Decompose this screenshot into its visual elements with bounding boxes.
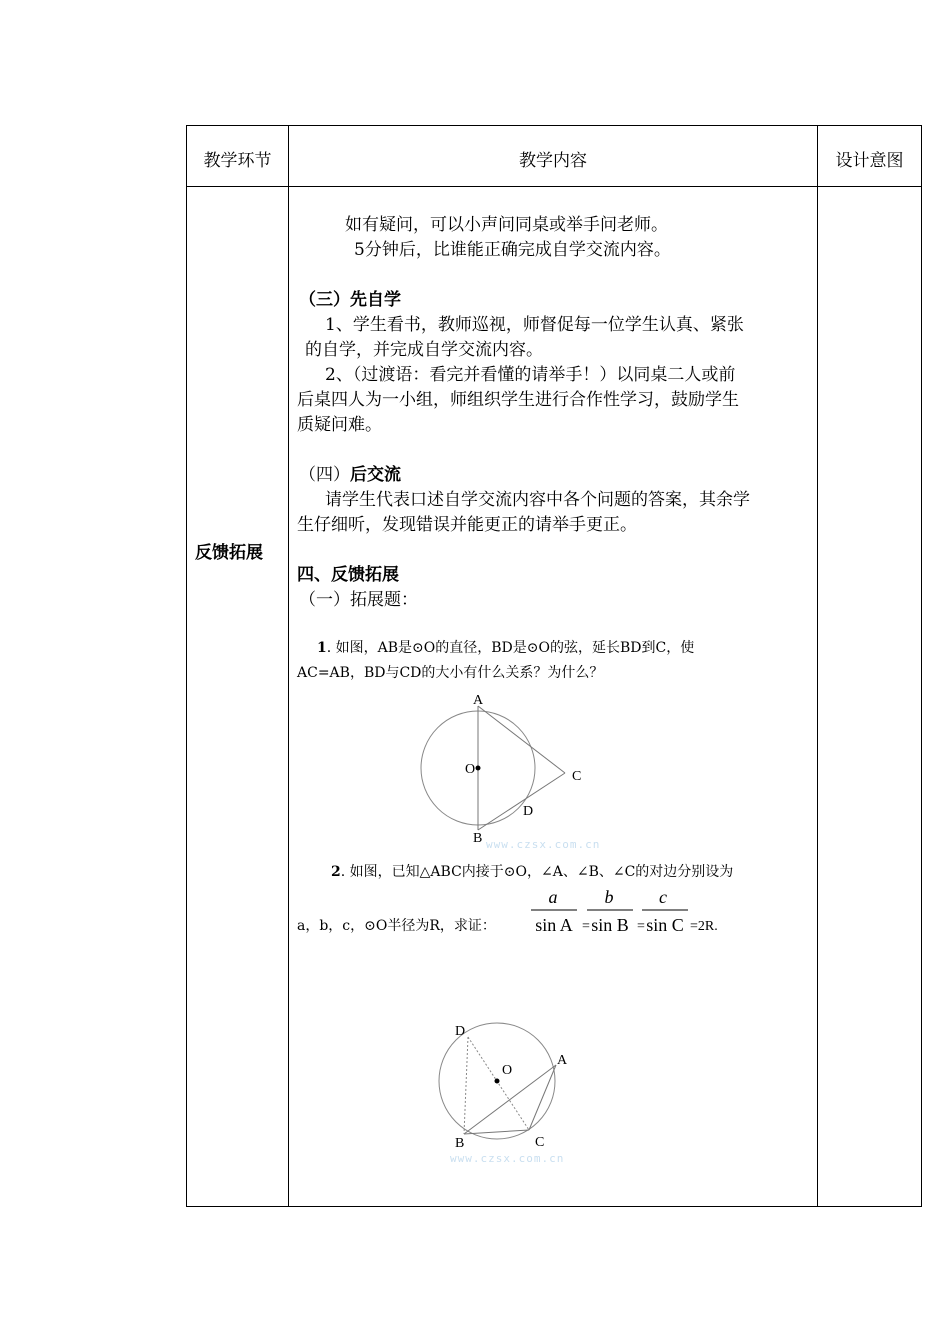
table-border-left (186, 125, 187, 1207)
table-border-bottom (186, 1206, 922, 1207)
formula-den-c: sin C (646, 915, 684, 935)
fig1-segment-bc (478, 773, 565, 830)
fig2-label-b: B (455, 1136, 465, 1151)
fig2-label-d: D (455, 1024, 466, 1039)
fig1-label-d: D (523, 804, 534, 819)
fig2-segment-bc (464, 1130, 529, 1134)
part-4-title: 四、反馈拓展 (297, 565, 399, 585)
section-4-para-a: 请学生代表口述自学交流内容中各个问题的答案，其余学 (325, 490, 750, 510)
section-4-para-b: 生仔细听，发现错误并能更正的请举手更正。 (297, 515, 637, 535)
formula-num-a: a (548, 887, 558, 907)
question-2-text: . 如图，已知△ABC内接于⊙O，∠A、∠B、∠C的对边分别设为 (340, 864, 734, 880)
figure-1-circle-diameter (410, 690, 610, 855)
fig1-label-a: A (473, 693, 484, 708)
section-3-para-1a: 1、学生看书，教师巡视，师督促每一位学生认真、紧张 (325, 315, 744, 335)
fig1-label-b: B (473, 831, 483, 846)
question-1-text-a: . 如图，AB是⊙O的直径，BD是⊙O的弦，延长BD到C，使 (326, 640, 695, 656)
question-1-line-a (297, 636, 809, 660)
fig1-segment-ac (478, 706, 565, 773)
section-4-title (299, 463, 811, 488)
formula-eq-1: = (582, 919, 590, 934)
formula-num-c: c (659, 887, 667, 907)
formula-eq-2: = (637, 919, 645, 934)
fig1-label-c: C (572, 769, 582, 784)
question-2-given: a，b，c，⊙O半径为R，求证： (297, 918, 496, 934)
formula-den-b: sin B (591, 915, 629, 935)
sine-rule-formula (525, 880, 730, 940)
question-1-number: 1 (317, 640, 327, 656)
header-intent: 设计意图 (835, 151, 904, 171)
content-line-1: 如有疑问，可以小声问同桌或举手问老师。 (345, 215, 668, 235)
table-col-divider-1 (288, 125, 289, 1207)
header-stage: 教学环节 (203, 151, 272, 171)
part-4-subtitle: （一）拓展题： (299, 590, 418, 610)
section-4-title-text: 后交流 (350, 465, 401, 485)
header-content: 教学内容 (519, 151, 587, 171)
fig2-label-c: C (535, 1135, 545, 1150)
fig2-label-a: A (557, 1053, 568, 1068)
fig2-dashed-db (464, 1037, 468, 1134)
content-line-2: 5分钟后，比谁能正确完成自学交流内容。 (354, 240, 671, 260)
fig2-watermark: www.czsx.com.cn (450, 1152, 565, 1165)
formula-num-b: b (604, 887, 614, 907)
section-4-open: （四） (299, 465, 350, 485)
section-3-title: （三）先自学 (299, 290, 401, 310)
section-3-para-2c: 质疑问难。 (297, 415, 382, 435)
fig1-label-o: O (465, 762, 476, 777)
formula-end: =2R. (690, 919, 718, 934)
fig1-center-point (476, 766, 481, 771)
section-3-para-2b: 后桌四人为一小组，师组织学生进行合作性学习，鼓励学生 (297, 390, 739, 410)
question-2-number: 2 (331, 864, 341, 880)
table-col-divider-2 (817, 125, 818, 1207)
row-label-feedback: 反馈拓展 (195, 543, 263, 563)
fig2-center-point (495, 1079, 500, 1084)
section-3-para-2a: 2、（过渡语：看完并看懂的请举手！）以同桌二人或前 (325, 365, 736, 385)
section-3-para-1b: 的自学，并完成自学交流内容。 (305, 340, 543, 360)
fig1-watermark: www.czsx.com.cn (486, 838, 601, 851)
formula-den-a: sin A (535, 915, 573, 935)
fig2-dashed-dc (468, 1037, 529, 1130)
table-border-right (921, 125, 922, 1207)
question-1-line-b: AC=AB，BD与CD的大小有什么关系？为什么？ (297, 665, 604, 681)
figure-2-inscribed-triangle (430, 1012, 620, 1172)
fig2-label-o: O (502, 1063, 513, 1078)
